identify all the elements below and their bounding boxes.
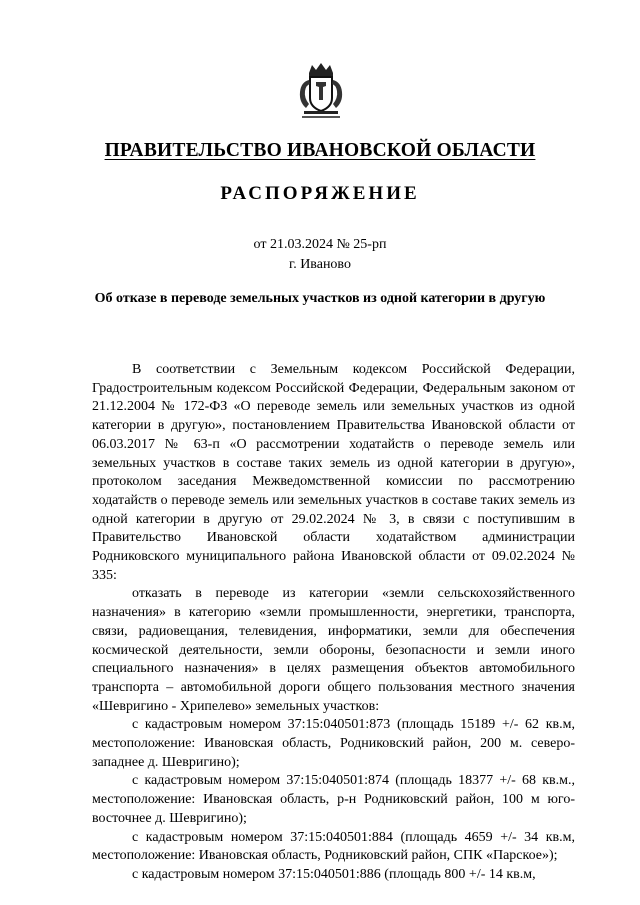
document-city: г. Иваново <box>289 257 351 272</box>
paragraph-legal-basis: В соответствии с Земельным кодексом Российской Федерации, Градостроительным кодексом Российской Федерации, Федеральным законом от 21.12.2004 № 172-ФЗ «О переводе земель или земельных участков из одной категории в другую», постановлением Правительства Ивановской области от 06.03.2017 № 63-п «О рассмотрении ходатайств о переводе земель или земельных участков в составе таких земель из одной категории в другую», протоколом заседания Межведомственной комиссии по рассмотрению ходатайств о переводе земель или земельных участков в составе таких земель из одной категории в другую от 29.02.2024 № 3, в связи с поступившим в Правительство Ивановской области ходатайством администрации Родниковского муниципального района Ивановской области от 09.02.2024 № 335: <box>92 362 575 583</box>
coat-of-arms-icon <box>296 60 346 122</box>
paragraph-parcel-884: с кадастровым номером 37:15:040501:884 (площадь 4659 +/- 34 кв.м, местоположение: Ивановская область, Родниковский район, СПК «Парское»); <box>92 829 575 864</box>
document-date-number: от 21.03.2024 № 25-рп <box>253 237 387 252</box>
document-body <box>92 361 575 885</box>
paragraph-parcel-886: с кадастровым номером 37:15:040501:886 (площадь 800 +/- 14 кв.м, <box>132 866 536 882</box>
organization-title: ПРАВИТЕЛЬСТВО ИВАНОВСКОЙ ОБЛАСТИ <box>104 140 536 161</box>
paragraph-parcel-873: с кадастровым номером 37:15:040501:873 (площадь 15189 +/- 62 кв.м, местоположение: Ивановская область, Родниковский район, 200 м. северо-западнее д. Шевригино); <box>92 717 575 770</box>
paragraph-decision: отказать в переводе из категории «земли сельскохозяйственного назначения» в категорию «земли промышленности, энергетики, транспорта, связи, радиовещания, телевидения, информатики, земли для обеспечения космической деятельности, земли обороны, безопасности и земли иного специального назначения» в целях размещения объектов автомобильного транспорта – автомобильной дороги общего пользования местного значения «Шевригино - Хрипелево» земельных участков: <box>92 586 575 714</box>
document-type: РАСПОРЯЖЕНИЕ <box>220 183 420 204</box>
document-subject: Об отказе в переводе земельных участков из одной категории в другую <box>94 291 546 306</box>
paragraph-parcel-874: с кадастровым номером 37:15:040501:874 (площадь 18377 +/- 68 кв.м., местоположение: Ивановская область, р-н Родниковский район, 100 м юго-восточнее д. Шевригино); <box>92 773 575 826</box>
